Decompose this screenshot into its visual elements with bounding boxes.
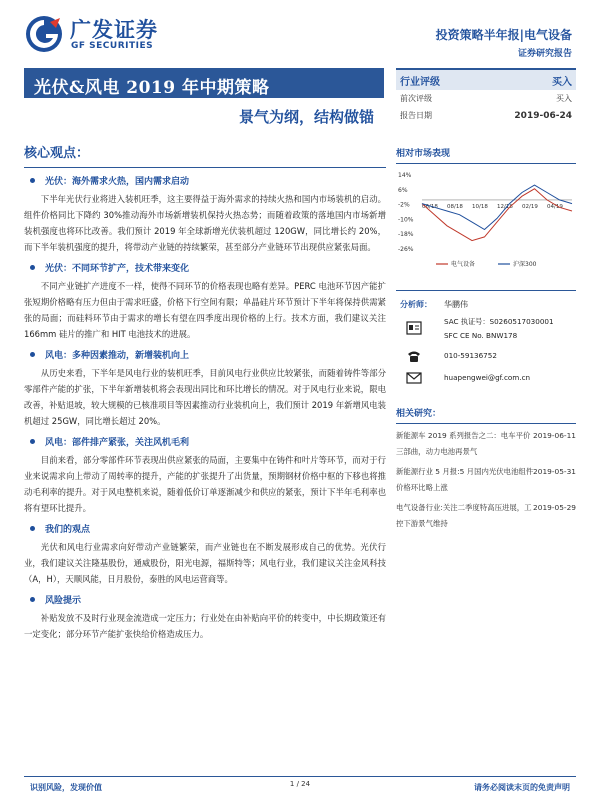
bullet-heading (24, 435, 386, 448)
prev-rating-row (396, 90, 576, 107)
prev-rating-label: 前次评级 (400, 94, 432, 103)
bullet-heading (24, 348, 386, 361)
bullet-heading-text: 光伏：海外需求火热，国内需求启动 (45, 177, 190, 187)
paragraph: 补贴发放不及时行业现金流造成一定压力；行业处在由补贴向平价的转变中，中长期政策还有一定变化；部分环节产能扩张快给价格造成压力。 (24, 613, 386, 639)
core-views-heading: 核心观点： (24, 142, 386, 168)
paragraph: 下半年光伏行业将进入装机旺季，这主要得益于海外需求的持续火热和国内市场装机的启动。组件价格同比下降约 30%推动海外市场新增装机保持火热态势；而随着政策的落地国内市场新增装机强度也将环比改善。我们预计 2019 年全球新增光伏装机超过 120GW，同比增长约 20%，而下半年装机强度的提升，将带动产业链的持续繁荣，甚至部分产业链环节出现供应紧张局面。 (24, 194, 386, 252)
report-org: 证券研究报告 (517, 49, 572, 59)
bullet-dot-icon (30, 526, 35, 531)
rating-title: 行业评级 (400, 76, 440, 88)
prev-rating-value: 买入 (556, 94, 572, 103)
analyst-name: 华鹏伟 (444, 300, 468, 309)
bullet-dot-icon (30, 597, 35, 602)
x-tick-label: 08/18 (447, 203, 463, 210)
report-subtitle: 景气为纲，结构做锚 (238, 108, 374, 126)
legend-label: 沪深300 (513, 261, 537, 268)
brand-name-en: GF SECURITIES (71, 41, 154, 51)
related-item[interactable] (396, 500, 576, 532)
related-item-date: 2019-06-11 (533, 431, 576, 440)
bullet-heading-text: 风电：多种因素推动，新增装机向上 (45, 351, 190, 361)
market-performance-title: 相对市场表现 (396, 146, 576, 164)
paragraph: 目前来看，部分零部件环节表现出供应紧张的局面，主要集中在铸件和叶片等环节，而对于行业来说需求向上带动了周转率的提升，产能的扩张提升了出货量，预期钢材价格中枢的下移也将推动毛利率的提升。对于风电整机来说，随着低价订单逐渐减少和供应的紧张，预计下半年毛利率也将有望环比提升。 (24, 455, 386, 513)
page-number: 1 / 24 (289, 780, 311, 788)
related-item-title: 电气设备行业:关注二季度特高压进展，工控下游景气维持 (396, 503, 532, 528)
bullet-heading-text: 风险提示 (45, 596, 82, 606)
phone-icon (406, 349, 422, 363)
paragraph: 不同产业链扩产进度不一样，使得不同环节的价格表现也略有差异。PERC 电池环节因产能扩张短期价格略有压力但由于需求旺盛，价格下行空间有限；单晶硅片环节预计下半年将保持供需紧张的局面；而硅料环节由于需求的增长有望在四季度出现价格的上行。技术方面，我们建议关注 166mm 硅片的推广和 HIT 电池技术的进展。 (24, 281, 386, 339)
related-item-title: 新能源行业 5 月报:5 月国内光伏电池组件价格环比略上涨 (396, 467, 534, 492)
report-date-value: 2019-06-24 (514, 110, 572, 121)
related-item[interactable] (396, 428, 576, 460)
analyst-block (396, 290, 576, 394)
bullet-dot-icon (30, 439, 35, 444)
paragraph: 光伏和风电行业需求向好带动产业链繁荣，而产业链也在不断发展形成自己的优势。光伏行业，我们建议关注隆基股份，通威股份，阳光电源，福斯特等；风电行业，我们建议关注金风科技（A，H），天顺风能，日月股份，泰胜的风电运营商等。 (24, 542, 386, 584)
bullet-dot-icon (30, 178, 35, 183)
related-item-date: 2019-05-29 (533, 503, 576, 512)
footer-disclaimer: 请务必阅读末页的免责声明 (474, 783, 570, 792)
bullet-dot-icon (30, 352, 35, 357)
x-tick-label: 06/18 (422, 203, 438, 210)
bullet-heading (24, 174, 386, 187)
sidebar (396, 68, 576, 532)
bullet-heading (24, 593, 386, 606)
id-card-icon (406, 321, 422, 335)
report-title: 光伏&风电 2019 年中期策略 (34, 78, 270, 98)
y-tick-label: -26% (398, 246, 414, 253)
industry-rating-bar (396, 68, 576, 90)
series-line (422, 189, 572, 241)
related-item-date: 2019-05-31 (533, 467, 576, 476)
title-banner (24, 68, 384, 98)
gf-logo-icon (24, 14, 64, 54)
x-tick-label: 04/19 (547, 203, 563, 210)
footer-divider (24, 776, 576, 777)
y-tick-label: -18% (398, 231, 414, 239)
related-item[interactable] (396, 464, 576, 496)
legend-label: 电气设备 (451, 261, 476, 268)
market-chart-svg (396, 168, 576, 274)
bullet-dot-icon (30, 265, 35, 270)
bullet-heading (24, 261, 386, 274)
analyst-label: 分析师： (400, 300, 432, 309)
phone-number: 010-59136752 (444, 351, 497, 360)
x-tick-label: 12/18 (497, 203, 513, 210)
bullet-heading-text: 光伏：不同环节扩产，技术带来变化 (45, 264, 190, 274)
sfc-number: SFC CE No. BNW178 (444, 331, 518, 340)
report-date-row (396, 107, 576, 124)
email-address: huapengwei@gf.com.cn (444, 373, 531, 382)
paragraph: 从历史来看，下半年是风电行业的装机旺季，目前风电行业供应比较紧张，而随着铸件等部分零部件产能的扩张，下半年新增装机将会表现出同比和环比增长的情况。对于风电行业来说，限电改善，补贴退坡，较大规模的已核准项目等因素推动行业装机向上，我们预计 2019 年新增风电装机超过 25GW，同比增长超过 20%。 (24, 368, 386, 426)
related-research-title: 相关研究： (396, 406, 576, 424)
report-date-label: 报告日期 (400, 111, 432, 120)
brand-logo (24, 14, 174, 54)
y-tick-label: -2% (398, 201, 410, 209)
report-header (0, 0, 600, 66)
core-views (24, 142, 386, 642)
report-type: 投资策略半年报|电气设备 (435, 28, 572, 42)
x-tick-label: 10/18 (472, 203, 488, 210)
footer-slogan: 识别风险，发现价值 (30, 783, 102, 792)
y-tick-label: -10% (398, 216, 414, 224)
y-tick-label: 14% (398, 172, 412, 179)
y-tick-label: 6% (398, 186, 408, 194)
brand-name-cn: 广发证券 (70, 18, 158, 42)
email-icon (406, 371, 422, 385)
bullet-heading-text: 我们的观点 (45, 525, 91, 535)
related-item-title: 新能源车 2019 系列报告之二：电车平价三部曲，动力电池再景气 (396, 431, 531, 456)
x-tick-label: 02/19 (522, 203, 538, 210)
bullet-heading-text: 风电：部件排产紧张，关注风机毛利 (45, 438, 190, 448)
rating-value: 买入 (552, 76, 572, 88)
market-chart (396, 168, 576, 274)
bullet-heading (24, 522, 386, 535)
sac-number: SAC 执证号：S0260517030001 (444, 317, 554, 326)
